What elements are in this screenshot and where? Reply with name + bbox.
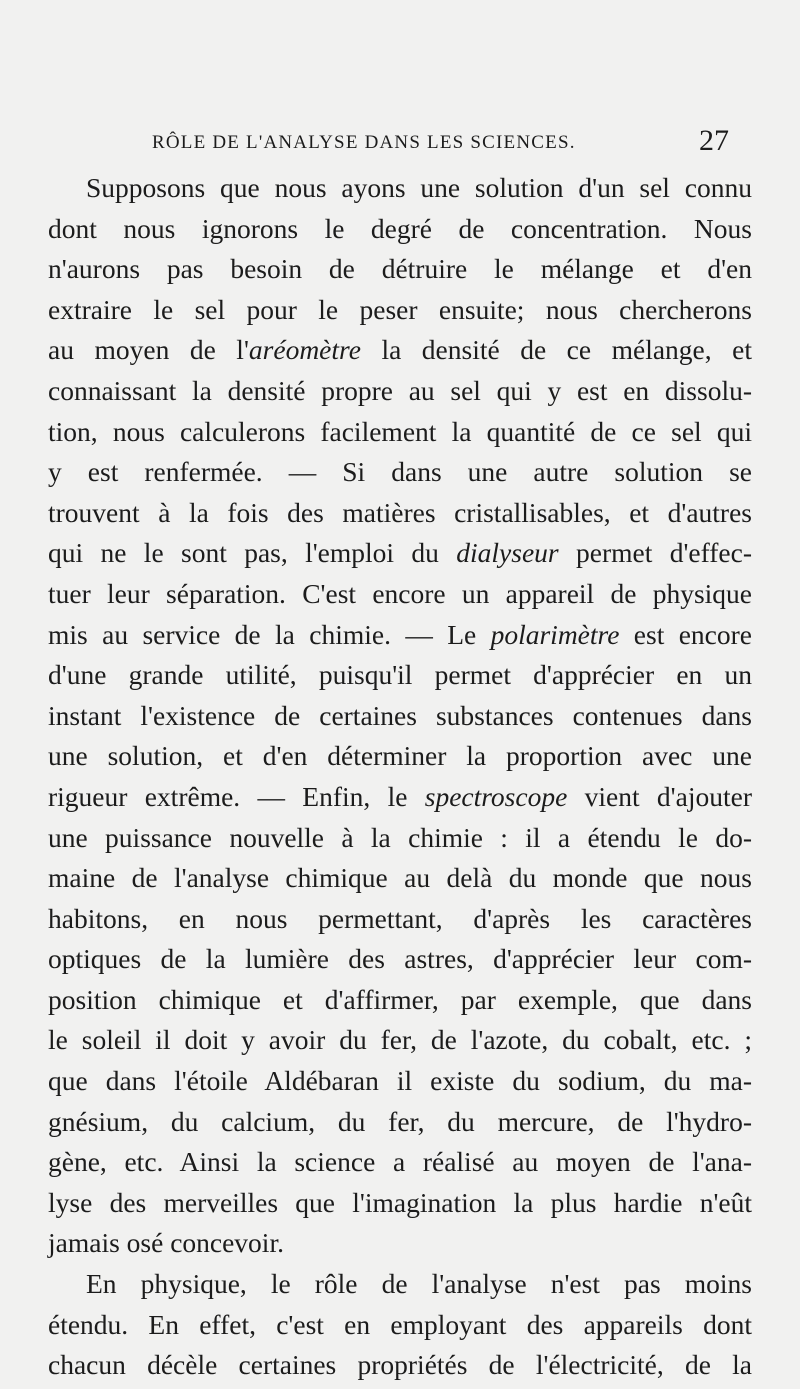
text-line: rigueur extrême. — Enfin, le spectroscope vient d'ajouter: [48, 780, 752, 812]
text-line: jamais osé concevoir.: [48, 1227, 284, 1259]
text-line: En physique, le rôle de l'analyse n'est pas moins: [86, 1268, 752, 1300]
page-number: 27: [699, 124, 729, 157]
text-line: chacun décèle certaines propriétés de l'électricité, de la: [48, 1349, 752, 1381]
text-line: le soleil il doit y avoir du fer, de l'azote, du cobalt, etc. ;: [48, 1024, 752, 1056]
text-line: optiques de la lumière des astres, d'apprécier leur com-: [48, 943, 752, 975]
text-line: dont nous ignorons le degré de concentration. Nous: [48, 212, 752, 244]
running-head: [0, 124, 800, 164]
text-line: gène, etc. Ainsi la science a réalisé au moyen de l'ana-: [48, 1146, 752, 1178]
text-line: extraire le sel pour le peser ensuite; nous chercherons: [48, 293, 752, 325]
text-line: étendu. En effet, c'est en employant des appareils dont: [48, 1308, 752, 1340]
text-line: d'une grande utilité, puisqu'il permet d'apprécier en un: [48, 659, 752, 691]
italic-term: dialyseur: [456, 537, 559, 569]
text-line: position chimique et d'affirmer, par exemple, que dans: [48, 983, 752, 1015]
text-line: gnésium, du calcium, du fer, du mercure, de l'hydro-: [48, 1105, 752, 1137]
italic-term: aréomètre: [248, 334, 361, 366]
running-title: RÔLE DE L'ANALYSE DANS LES SCIENCES.: [152, 132, 576, 153]
paragraph-2: [48, 1264, 752, 1386]
text-line: au moyen de l'aréomètre la densité de ce mélange, et: [48, 334, 752, 366]
italic-term: polarimètre: [490, 618, 620, 650]
text-line: n'aurons pas besoin de détruire le mélange et d'en: [48, 253, 752, 285]
text-line: tuer leur séparation. C'est encore un appareil de physique: [48, 577, 752, 609]
text-line: trouvent à la fois des matières cristallisables, et d'autres: [48, 496, 752, 528]
text-line: que dans l'étoile Aldébaran il existe du sodium, du ma-: [48, 1065, 752, 1097]
text-line: maine de l'analyse chimique au delà du monde que nous: [48, 862, 752, 894]
text-line: instant l'existence de certaines substances contenues dans: [48, 699, 752, 731]
text-line: connaissant la densité propre au sel qui y est en dissolu-: [48, 374, 752, 406]
paragraph-1: [48, 168, 752, 1264]
text-line: une puissance nouvelle à la chimie : il a étendu le do-: [48, 821, 752, 853]
text-line: tion, nous calculerons facilement la quantité de ce sel qui: [48, 415, 752, 447]
text-line: lyse des merveilles que l'imagination la plus hardie n'eût: [48, 1186, 752, 1218]
text-line: qui ne le sont pas, l'emploi du dialyseur permet d'effec-: [48, 537, 752, 569]
text-line: y est renfermée. — Si dans une autre solution se: [48, 456, 752, 488]
text-line: une solution, et d'en déterminer la proportion avec une: [48, 740, 752, 772]
text-line: Supposons que nous ayons une solution d'un sel connu: [86, 172, 752, 203]
body-text: [48, 168, 752, 1386]
italic-term: spectroscope: [424, 780, 568, 812]
text-line: habitons, en nous permettant, d'après les caractères: [48, 902, 752, 934]
text-line: mis au service de la chimie. — Le polarimètre est encore: [48, 618, 752, 650]
